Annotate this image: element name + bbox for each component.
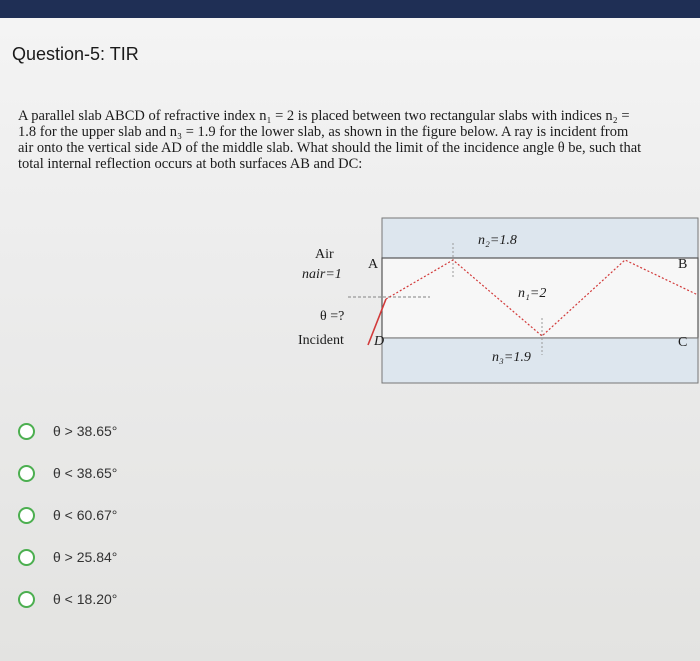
option-label: θ > 38.65° bbox=[53, 423, 118, 439]
question-text bbox=[18, 108, 694, 172]
radio-button[interactable] bbox=[18, 423, 35, 440]
point-a-label: A bbox=[368, 257, 379, 272]
option-label: θ < 18.20° bbox=[53, 591, 118, 607]
n-air-label: nair=1 bbox=[302, 267, 342, 282]
option-label: θ < 38.65° bbox=[53, 465, 118, 481]
n3-label: n₃=1.9 bbox=[492, 350, 531, 365]
lower-slab bbox=[382, 338, 698, 383]
question-text-line-2: 1.8 for the upper slab and n₃ = 1.9 for the lower slab, as shown in the figure below. A ray is incident from bbox=[18, 124, 629, 140]
theta-label: θ =? bbox=[320, 309, 345, 324]
air-label: Air bbox=[315, 247, 334, 262]
slab-diagram bbox=[290, 215, 700, 390]
n2-label: n₂=1.8 bbox=[478, 233, 517, 248]
option-label: θ < 60.67° bbox=[53, 507, 118, 523]
upper-slab bbox=[382, 218, 698, 258]
question-text-line-3: air onto the vertical side AD of the middle slab. What should the limit of the incidence angle θ be, such that bbox=[18, 140, 642, 156]
radio-button[interactable] bbox=[18, 591, 35, 608]
option-4[interactable] bbox=[18, 536, 418, 578]
point-d-label: D bbox=[374, 334, 385, 349]
radio-button[interactable] bbox=[18, 549, 35, 566]
question-title: Question-5: TIR bbox=[12, 44, 139, 64]
point-c-label: C bbox=[678, 335, 688, 350]
option-1[interactable] bbox=[18, 410, 418, 452]
option-2[interactable] bbox=[18, 452, 418, 494]
radio-button[interactable] bbox=[18, 507, 35, 524]
top-bar bbox=[0, 0, 700, 18]
n1-label: n₁=2 bbox=[518, 286, 547, 301]
question-text-line-1: A parallel slab ABCD of refractive index n₁ = 2 is placed between two rectangular slabs with indices n₂ = bbox=[18, 108, 630, 124]
answer-options bbox=[18, 410, 418, 620]
question-text-line-4: total internal reflection occurs at both surfaces AB and DC: bbox=[18, 156, 363, 172]
radio-button[interactable] bbox=[18, 465, 35, 482]
option-3[interactable] bbox=[18, 494, 418, 536]
incident-label: Incident bbox=[298, 333, 344, 348]
point-b-label: B bbox=[678, 257, 688, 272]
option-label: θ > 25.84° bbox=[53, 549, 118, 565]
option-5[interactable] bbox=[18, 578, 418, 620]
